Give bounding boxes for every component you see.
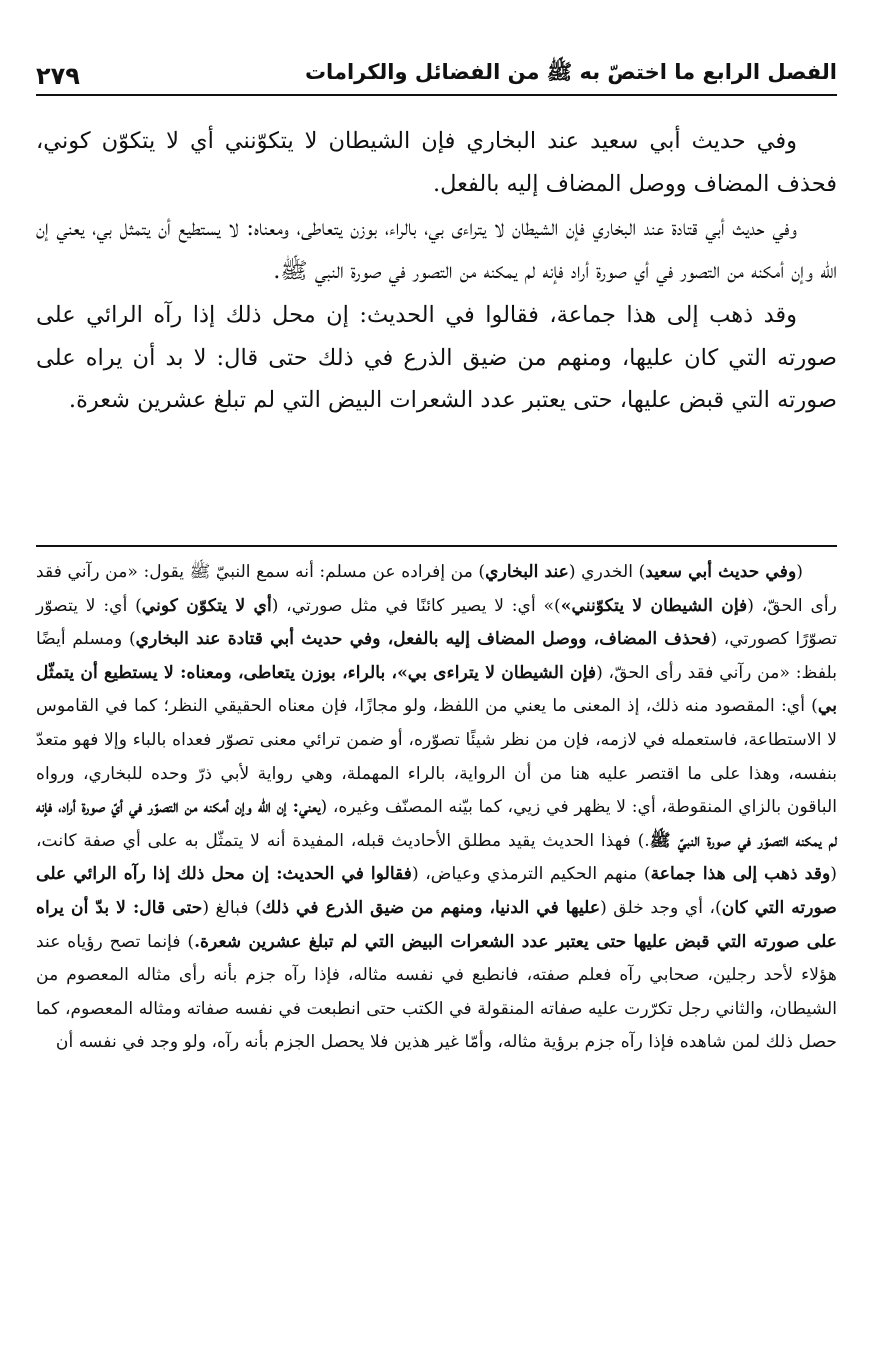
commentary-segment: ) أي: المقصود منه ذلك، إذ المعنى ما يعني من اللفظ، ولو مجازًا، فإن معناه الحقيقي النظر؛ كما في القاموس لا الاستطاعة، فاستعمله في لازمه، فإن من نظر شيئًا تصوّره، أو ضمن ترائي معنى تصوّر فعداه بالباء وإلا فهو متعدّ بنفسه، وهذا على ما اقتصر عليه هنا من أن الرواية، بالراء المهملة، وهي رواية لأبي ذرّ وحده للبخاري، ورواه الباقون بالزاي المنقوطة، أي: لا يظهر في زيي، كما بيّنه المصنّف وغيره، ( [36,696,837,818]
commentary-paragraph [36,556,837,1060]
commentary-quote: فإن الشيطان لا يتكوّنني» [560,595,748,616]
commentary-segment: ) أي: لا يتصوّر تصوّرًا كصورتي، ( [36,595,837,650]
commentary-segment: ) فإنما تصح رؤياه عند هؤلاء لأحد رجلين، صحابي رآه فعلم صفته، فانطبع في نفسه مثاله، فإذا رآه جزم بأنه رأى مثاله المعصوم من الشيطان، والثاني رجل تكرّرت عليه صفاته المنقولة في الكتب حتى انطبعت في نفسه صفاته ومثاله المعصوم، كما حصل ذلك لمن شاهده فإذا رآه جزم برؤية مثاله، وأمّا غير هذين فلا يحصل الجزم بأنه رآه، ولو وجد في نفسه أن [36,931,837,1053]
chapter-title: الفصل الرابع ما اختصّ به ﷺ من الفضائل والكرامات [304,60,837,84]
commentary-quote: عليها في الدنيا، ومنهم من ضيق الذرع في ذلك [261,897,601,918]
commentary-segment: ( [796,562,803,582]
main-paragraph-3: وقد ذهب إلى هذا جماعة، فقالوا في الحديث: إن محل ذلك إذا رآه الرائي على صورته التي كان عليها، ومنهم من ضيق الذرع في ذلك حتى قال: لا بد أن يراه على صورته التي قبض عليها، حتى يعتبر عدد الشعرات البيض التي لم تبلغ عشرين شعرة. [36,302,837,413]
commentary-quote: وقد ذهب إلى هذا جماعة [650,864,831,885]
commentary-segment: )، أي وجد خلق ( [600,897,722,918]
commentary-quote: عند البخاري [485,562,569,582]
commentary-quote: فقالوا في الحديث: إن محل ذلك إذا رآه الرائي على صورته التي كان [36,864,837,918]
commentary-segment: .) فهذا الحديث يقيد مطلق الأحاديث قبله، المفيدة أنه لا يتمثّل به على أي صفة كانت، ( [36,830,837,885]
commentary-quote: يعني: إن الله وإن أمكنه من التصوّر في أيّ صورة أراد، فإنه لم يمكنه التصوّر في صورة النبيّ ﷺ [36,797,837,851]
commentary-text [36,556,837,1060]
main-paragraph-2: وفي حديث أبي قتادة عند البخاري فإن الشيطان لا يتراءى بي، بالراء، بوزن يتعاطى، ومعناه: لا يستطيع أن يتمثل بي، يعني إن الله وإن أمكنه من التصور في أي صورة أراد فإنه لم يمكنه من التصور في صورة النبي ﷺ. [36,215,837,284]
commentary-segment: ) من إفراده عن مسلم: أنه سمع النبيّ ﷺ يقول: «من رآني فقد رأى الحقّ، ( [36,562,837,616]
commentary-quote: وفي حديث أبي سعيد [645,562,797,582]
page-header [36,56,837,96]
main-text [36,120,837,422]
commentary-quote: أي لا يتكوّن كوني [141,595,272,616]
commentary-segment: ) الخدري ( [568,562,646,582]
commentary-segment: ) منهم الحكيم الترمذي وعياض، ( [411,864,651,885]
main-paragraph-1: وفي حديث أبي سعيد عند البخاري فإن الشيطان لا يتكوّنني أي لا يتكوّن كوني، فحذف المضاف ووصل المضاف إليه بالفعل. [36,128,837,197]
commentary-quote: فإن الشيطان لا يتراءى بي»، بالراء، بوزن يتعاطى، ومعناه: لا يستطيع أن يتمثّل بي [36,662,837,717]
page-number: ٢٧٩ [36,62,80,90]
commentary-quote: فحذف المضاف، ووصل المضاف إليه بالفعل، وفي حديث أبي قتادة عند البخاري [135,629,711,650]
commentary-quote: حتى قال: لا بدّ أن يراه على صورته التي قبض عليها حتى يعتبر عدد الشعرات البيض التي لم تبلغ عشرين شعرة. [36,897,838,952]
commentary-segment: ) فبالغ ( [202,897,262,918]
section-divider [36,545,837,547]
commentary-segment: )» أي: لا يصير كائنًا في مثل صورتي، ( [271,595,561,616]
commentary-segment: ) ومسلم أيضًا بلفظ: «من رآني فقد رأى الحقّ، ( [36,629,837,683]
